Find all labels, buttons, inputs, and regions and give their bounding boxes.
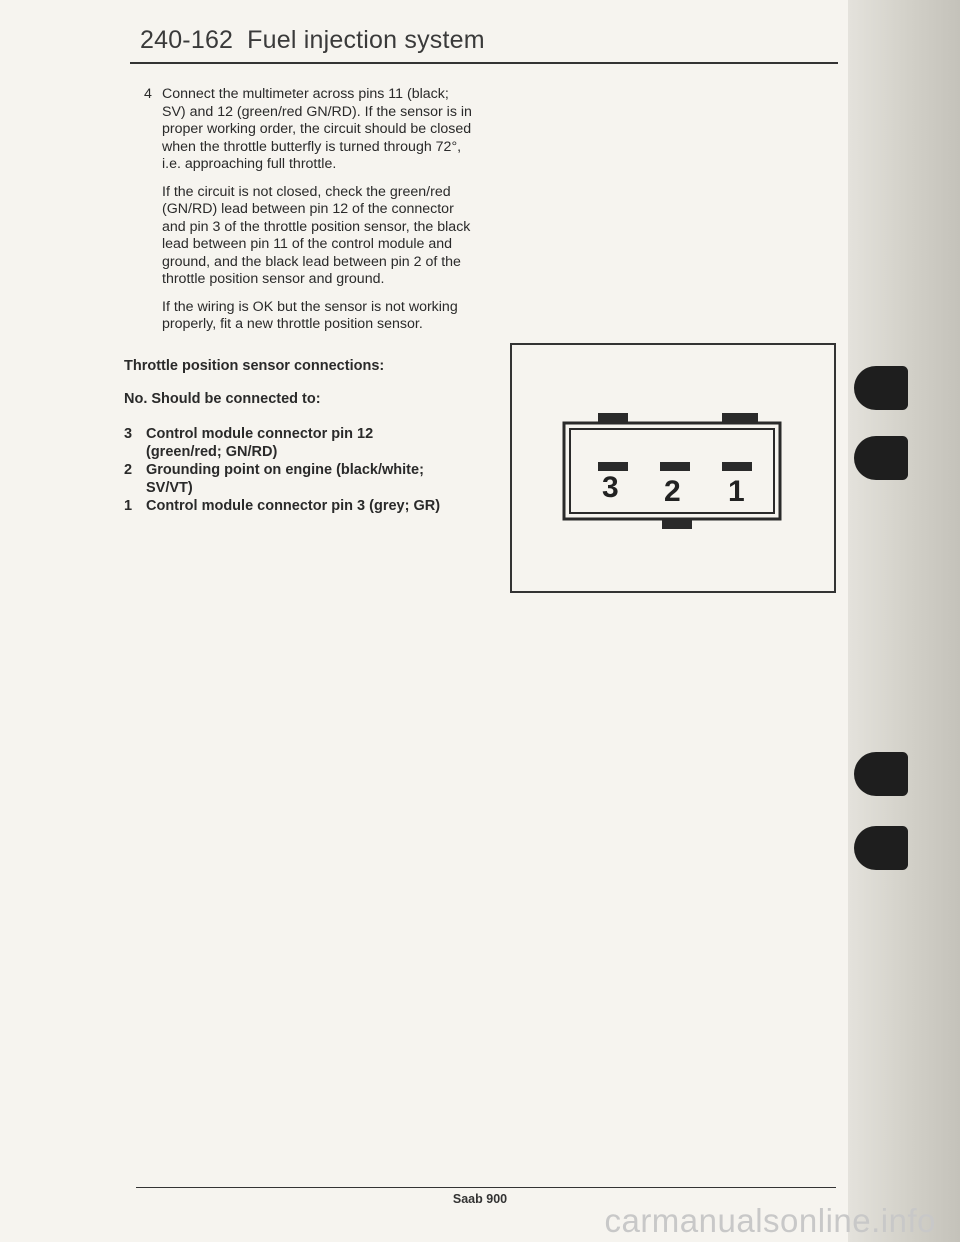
thumb-index-tab [854,752,908,796]
thumb-index-tab [854,826,908,870]
thumb-index-tab [854,436,908,480]
footer-model: Saab 900 [452,1192,508,1206]
watermark: carmanualsonline.info [604,1202,936,1239]
connections-heading: Throttle position sensor connections: [124,358,385,374]
step-number: 4 [144,86,152,102]
pin-slot-1 [722,462,752,471]
step-4 [144,86,476,174]
section-title: Fuel injection system [247,26,485,54]
page-header [140,26,485,55]
page-edge-strip [848,0,960,1242]
paragraph-replace-sensor: If the wiring is OK but the sensor is not working properly, fit a new throttle position sensor. [162,298,458,332]
pin-label-1: 1 [728,475,745,508]
connector-tab-bottom [662,519,692,529]
body-column [144,86,476,344]
pin-label-3: 3 [602,471,619,504]
connections-list [124,425,494,515]
paragraph-check-wiring: If the circuit is not closed, check the green/red (GN/RD) lead between pin 12 of the connector and pin 3 of the throttle position sensor, the black lead between pin 11 of the control module and ground, and the black lead between pin 2 of the throttle position sensor and ground. [162,183,471,287]
list-item: 1 Control module connector pin 3 (grey; GR) [124,498,441,514]
pin-slot-3 [598,462,628,471]
connector-figure [510,343,836,593]
list-item: 3 Control module connector pin 12 (green/red; GN/RD) [124,426,374,460]
footer-rule [136,1187,836,1188]
pin-label-2: 2 [664,475,681,508]
connector-diagram [512,345,834,591]
connections-subheading: No. Should be connected to: [124,391,321,407]
thumb-index-tab [854,366,908,410]
list-item: 2 Grounding point on engine (black/white; SV/VT) [124,462,424,496]
page-number: 240-162 [140,26,234,54]
header-rule [130,62,838,64]
step-text: Connect the multimeter across pins 11 (black; SV) and 12 (green/red GN/RD). If the sensor is in proper working order, the circuit should be closed when the throttle butterfly is turned through 72°, i.e. approaching full throttle. [162,86,472,172]
pin-slot-2 [660,462,690,471]
